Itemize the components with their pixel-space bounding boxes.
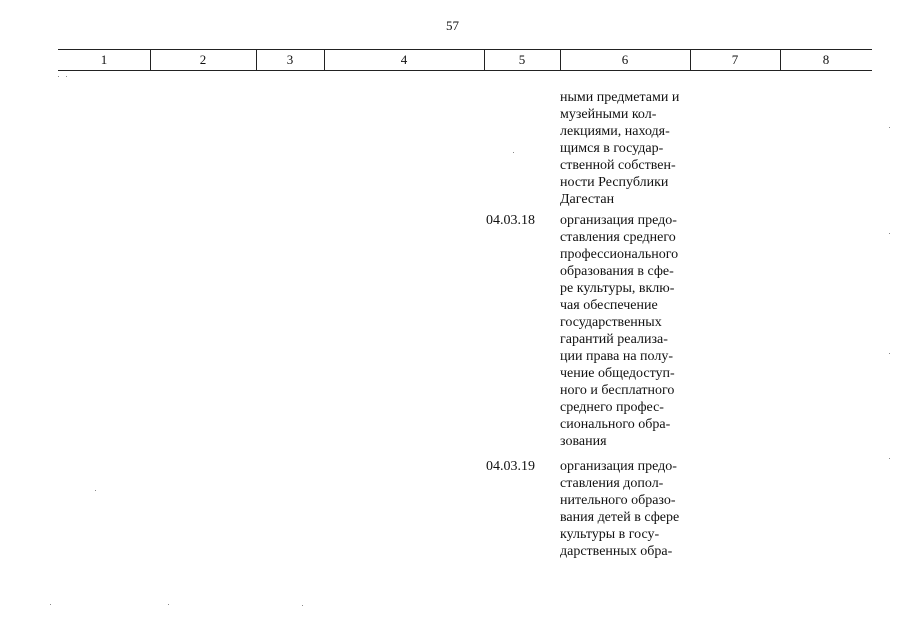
text-line: музейными кол- [560,107,657,122]
text-line: нительного образо- [560,493,676,508]
page-number: 57 [446,18,459,33]
text-line: ции права на полу- [560,349,673,364]
row-code: 04.03.19 [486,459,535,474]
header-col-3: 3 [286,52,294,67]
header-col-2: 2 [199,52,207,67]
text-line: культуры в госу- [560,527,660,542]
text-line: Дагестан [560,192,615,207]
scan-speck [889,127,890,128]
scan-speck [513,152,514,153]
text-line: ственной собствен- [560,158,676,173]
scan-speck [889,353,890,354]
text-line: организация предо- [560,459,677,474]
row-code: 04.03.18 [486,213,535,228]
scan-speck [58,76,59,77]
header-col-1: 1 [100,52,108,67]
text-line: образования в сфе- [560,264,674,279]
header-col-4: 4 [400,52,408,67]
text-line: чая обеспечение [560,298,658,313]
text-line: организация предо- [560,213,677,228]
text-line: лекциями, находя- [560,124,670,139]
table-header-row [58,49,872,71]
header-col-6: 6 [621,52,629,67]
scan-speck [889,458,890,459]
text-line: дарственных обра- [560,544,673,559]
text-line: ности Республики [560,175,669,190]
table-row-continuation-text [560,89,700,208]
text-line: чение общедоступ- [560,366,675,381]
text-line: ного и бесплатного [560,383,675,398]
text-line: ставления среднего [560,230,676,245]
text-line: сионального обра- [560,417,671,432]
text-line: ставления допол- [560,476,664,491]
scan-speck [302,605,303,606]
table-row-text [560,458,700,560]
text-line: гарантий реализа- [560,332,668,347]
text-line: профессионального [560,247,679,262]
text-line: вания детей в сфере [560,510,680,525]
scan-speck [889,233,890,234]
text-line: среднего профес- [560,400,664,415]
text-line: щимся в государ- [560,141,664,156]
scan-speck [168,604,169,605]
scan-speck [95,490,96,491]
text-line: государственных [560,315,662,330]
header-col-5: 5 [518,52,526,67]
text-line: ными предметами и [560,90,680,105]
scan-speck [66,76,67,77]
header-col-8: 8 [822,52,830,67]
header-col-7: 7 [731,52,739,67]
text-line: ре культуры, вклю- [560,281,675,296]
table-row-text [560,212,700,450]
scan-speck [50,604,51,605]
text-line: зования [560,434,607,449]
